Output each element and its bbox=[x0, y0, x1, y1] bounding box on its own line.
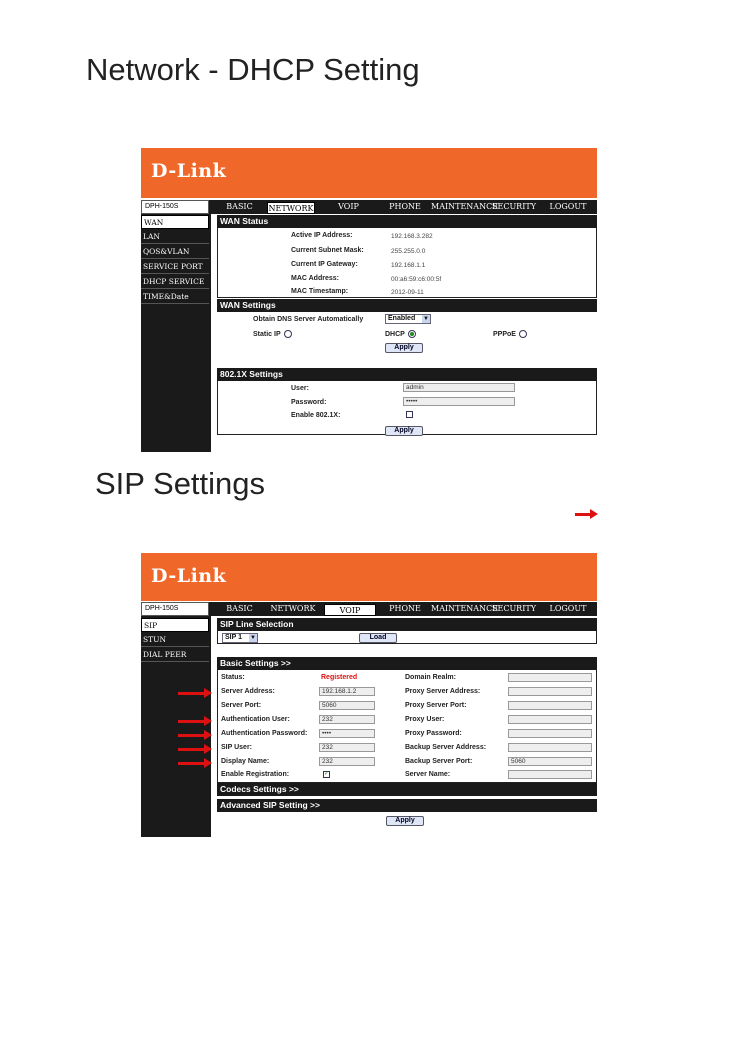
arrow-right-icon bbox=[178, 758, 212, 768]
dot1x-enable-checkbox[interactable] bbox=[406, 411, 413, 418]
static-ip-radio[interactable] bbox=[284, 330, 292, 338]
proxy-server-address-label: Proxy Server Address: bbox=[405, 688, 481, 695]
tab-maintenance[interactable]: MAINTENANCE bbox=[431, 604, 499, 613]
tab-network[interactable]: NETWORK bbox=[270, 604, 316, 613]
chevron-down-icon: ▼ bbox=[423, 316, 429, 322]
proxy-server-port-input[interactable] bbox=[508, 701, 592, 710]
subnet-mask-label: Current Subnet Mask: bbox=[291, 247, 364, 254]
backup-server-port-label: Backup Server Port: bbox=[405, 758, 473, 765]
proxy-server-address-input[interactable] bbox=[508, 687, 592, 696]
network-screenshot bbox=[141, 148, 597, 452]
backup-server-address-label: Backup Server Address: bbox=[405, 744, 487, 751]
sip-user-label: SIP User: bbox=[221, 744, 252, 751]
tab-logout[interactable]: LOGOUT bbox=[549, 604, 587, 613]
dns-auto-select[interactable] bbox=[385, 314, 431, 324]
server-name-label: Server Name: bbox=[405, 771, 451, 778]
pppoe-radio[interactable] bbox=[519, 330, 527, 338]
backup-server-address-input[interactable] bbox=[508, 743, 592, 752]
sidebar-item-time-date[interactable]: TIME&Date bbox=[141, 290, 209, 304]
auth-password-input[interactable] bbox=[319, 729, 375, 738]
dns-auto-label: Obtain DNS Server Automatically bbox=[253, 316, 364, 323]
wan-status-header: WAN Status bbox=[217, 215, 597, 228]
proxy-password-input[interactable] bbox=[508, 729, 592, 738]
sip-line-select[interactable] bbox=[222, 633, 258, 643]
advanced-sip-header[interactable]: Advanced SIP Setting >> bbox=[217, 799, 597, 812]
pppoe-label: PPPoE bbox=[493, 330, 516, 338]
dlink-logo: D-Link bbox=[151, 565, 227, 587]
tab-network[interactable]: NETWORK bbox=[268, 204, 314, 213]
tab-phone[interactable]: PHONE bbox=[389, 604, 421, 613]
server-port-input[interactable] bbox=[319, 701, 375, 710]
dhcp-option[interactable] bbox=[385, 330, 416, 338]
arrow-right-icon bbox=[575, 509, 599, 519]
enable-registration-checkbox[interactable]: ✓ bbox=[324, 771, 330, 777]
enable-registration-label: Enable Registration: bbox=[221, 771, 290, 778]
static-ip-label: Static IP bbox=[253, 330, 281, 338]
tab-security[interactable]: SECURITY bbox=[492, 604, 536, 613]
tab-security[interactable]: SECURITY bbox=[492, 202, 536, 211]
sidebar bbox=[141, 616, 211, 837]
domain-realm-input[interactable] bbox=[508, 673, 592, 682]
server-address-label: Server Address: bbox=[221, 688, 275, 695]
dot1x-header: 802.1X Settings bbox=[217, 368, 597, 381]
dhcp-label: DHCP bbox=[385, 330, 405, 338]
sip-line-panel bbox=[217, 631, 597, 644]
active-ip-label: Active IP Address: bbox=[291, 232, 353, 239]
tab-basic[interactable]: BASIC bbox=[226, 202, 253, 211]
wan-settings-header: WAN Settings bbox=[217, 299, 597, 312]
proxy-password-label: Proxy Password: bbox=[405, 730, 462, 737]
dlink-logo: D-Link bbox=[151, 160, 227, 182]
sip-line-header: SIP Line Selection bbox=[217, 618, 597, 631]
arrow-right-icon bbox=[178, 730, 212, 740]
backup-server-port-input[interactable] bbox=[508, 757, 592, 766]
page-heading-network: Network - DHCP Setting bbox=[86, 52, 420, 87]
load-button[interactable]: Load bbox=[359, 633, 397, 643]
tab-voip[interactable]: VOIP bbox=[338, 202, 359, 211]
sidebar-item-dhcp-service[interactable]: DHCP SERVICE bbox=[141, 275, 209, 289]
mac-address-label: MAC Address: bbox=[291, 275, 339, 282]
display-name-input[interactable] bbox=[319, 757, 375, 766]
dot1x-user-input[interactable] bbox=[403, 383, 515, 392]
tab-phone[interactable]: PHONE bbox=[389, 202, 421, 211]
mac-timestamp-value: 2012-09-11 bbox=[391, 289, 424, 296]
static-ip-option[interactable] bbox=[253, 330, 292, 338]
codecs-settings-header[interactable]: Codecs Settings >> bbox=[217, 783, 597, 796]
sip-apply-button[interactable]: Apply bbox=[386, 816, 424, 826]
arrow-right-icon bbox=[178, 744, 212, 754]
sip-line-value: SIP 1 bbox=[225, 634, 242, 641]
mac-address-value: 00:a6:59:c6:00:5f bbox=[391, 276, 442, 283]
dot1x-apply-button[interactable]: Apply bbox=[385, 426, 423, 436]
wan-apply-button[interactable]: Apply bbox=[385, 343, 423, 353]
status-label: Status: bbox=[221, 674, 245, 681]
mac-timestamp-label: MAC Timestamp: bbox=[291, 288, 349, 295]
nav-bar bbox=[141, 602, 597, 616]
sidebar bbox=[141, 214, 211, 452]
sidebar-item-lan[interactable]: LAN bbox=[141, 230, 209, 244]
sidebar-item-sip[interactable]: SIP bbox=[141, 618, 209, 632]
model-label: DPH-150S bbox=[141, 200, 209, 214]
arrow-right-icon bbox=[178, 688, 212, 698]
subnet-mask-value: 255.255.0.0 bbox=[391, 248, 426, 255]
dot1x-password-label: Password: bbox=[291, 399, 327, 406]
gateway-label: Current IP Gateway: bbox=[291, 261, 358, 268]
auth-password-label: Authentication Password: bbox=[221, 730, 308, 737]
proxy-server-port-label: Proxy Server Port: bbox=[405, 702, 467, 709]
pppoe-option[interactable] bbox=[493, 330, 527, 338]
chevron-down-icon: ▼ bbox=[250, 635, 256, 641]
gateway-value: 192.168.1.1 bbox=[391, 262, 426, 269]
arrow-right-icon bbox=[178, 716, 212, 726]
tab-voip[interactable]: VOIP bbox=[324, 604, 376, 616]
proxy-user-label: Proxy User: bbox=[405, 716, 445, 723]
server-name-input[interactable] bbox=[508, 770, 592, 779]
page-heading-sip: SIP Settings bbox=[95, 466, 266, 501]
auth-user-label: Authentication User: bbox=[221, 716, 290, 723]
dot1x-password-input[interactable] bbox=[403, 397, 515, 406]
dhcp-radio[interactable] bbox=[408, 330, 416, 338]
basic-settings-header[interactable]: Basic Settings >> bbox=[217, 657, 597, 670]
nav-bar bbox=[141, 200, 597, 214]
active-ip-value: 192.168.3.282 bbox=[391, 233, 433, 240]
tab-logout[interactable]: LOGOUT bbox=[549, 202, 587, 211]
dot1x-enable-label: Enable 802.1X: bbox=[291, 412, 341, 419]
auth-user-input[interactable] bbox=[319, 715, 375, 724]
status-value: Registered bbox=[321, 674, 358, 681]
sidebar-item-dial-peer[interactable]: DIAL PEER bbox=[141, 648, 209, 662]
tab-basic[interactable]: BASIC bbox=[226, 604, 253, 613]
banner bbox=[141, 553, 597, 601]
sidebar-item-service-port[interactable]: SERVICE PORT bbox=[141, 260, 209, 274]
display-name-label: Display Name: bbox=[221, 758, 270, 765]
sidebar-item-wan[interactable]: WAN bbox=[141, 215, 209, 229]
banner bbox=[141, 148, 597, 198]
dns-auto-value: Enabled bbox=[388, 315, 416, 322]
server-address-input[interactable] bbox=[319, 687, 375, 696]
sip-user-input[interactable] bbox=[319, 743, 375, 752]
server-port-label: Server Port: bbox=[221, 702, 262, 709]
model-label: DPH-150S bbox=[141, 602, 209, 616]
tab-maintenance[interactable]: MAINTENANCE bbox=[431, 202, 499, 211]
dot1x-user-label: User: bbox=[291, 385, 309, 392]
sidebar-item-stun[interactable]: STUN bbox=[141, 633, 209, 647]
proxy-user-input[interactable] bbox=[508, 715, 592, 724]
domain-realm-label: Domain Realm: bbox=[405, 674, 456, 681]
sidebar-item-qos-vlan[interactable]: QOS&VLAN bbox=[141, 245, 209, 259]
